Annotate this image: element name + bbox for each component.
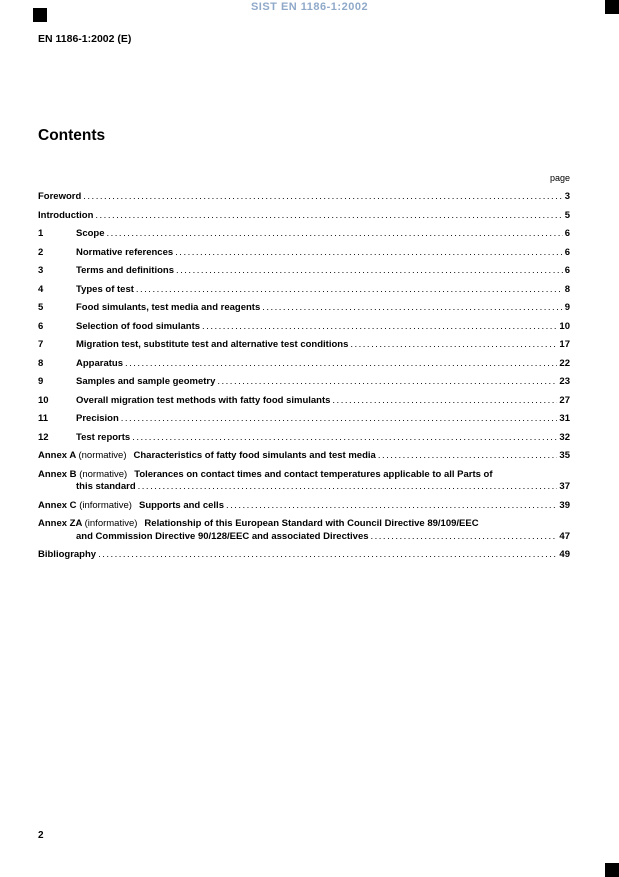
- annex-title: Supports and cells: [138, 499, 224, 511]
- toc-entry-label: Apparatus: [76, 357, 123, 369]
- toc-entry-number: 3: [38, 265, 44, 276]
- toc-leader-dots: [202, 321, 557, 334]
- document-reference: EN 1186-1:2002 (E): [38, 33, 132, 45]
- toc-entry-number: 11: [38, 413, 49, 424]
- toc-entry-number: 4: [38, 283, 44, 295]
- toc-entry: [38, 549, 570, 562]
- toc-leader-dots: [107, 228, 563, 241]
- toc-entry: [38, 395, 570, 408]
- toc-entry: [38, 321, 570, 334]
- toc-page-number: 6: [564, 265, 570, 276]
- toc-entry-label: Migration test, substitute test and alternative test conditions: [76, 339, 349, 350]
- toc-entry: [38, 265, 570, 278]
- annex-prefix: Annex ZA: [38, 518, 85, 529]
- toc-entry-label: this standard: [76, 481, 136, 492]
- toc-entry: [38, 191, 570, 204]
- toc-leader-dots: [95, 210, 562, 223]
- toc-list: [38, 191, 570, 568]
- toc-entry-label: [38, 518, 479, 531]
- annex-qualifier: (normative): [79, 468, 128, 480]
- toc-entry-number: 8: [38, 357, 44, 369]
- toc-entry-label: Types of test: [76, 283, 134, 295]
- toc-entry: [38, 302, 570, 315]
- toc-leader-dots: [262, 302, 562, 315]
- toc-entry-label: Introduction: [38, 209, 94, 221]
- toc-entry-label: Overall migration test methods with fatty food simulants: [76, 394, 331, 406]
- toc-entry-label: [38, 500, 224, 513]
- toc-leader-dots: [217, 376, 557, 389]
- toc-page-number: 5: [564, 209, 570, 221]
- toc-entry: [38, 284, 570, 297]
- toc-entry: [38, 210, 570, 223]
- toc-entry-number: 7: [38, 339, 44, 350]
- annex-prefix: Annex B: [38, 468, 80, 480]
- toc-entry-label: Selection of food simulants: [76, 320, 201, 332]
- page-column-label: page: [549, 173, 570, 183]
- toc-entry: [38, 413, 570, 426]
- toc-entry: [38, 358, 570, 371]
- toc-entry-label: Foreword: [38, 191, 82, 202]
- toc-entry: [38, 518, 570, 543]
- footer-page-number: 2: [38, 830, 44, 841]
- toc-leader-dots: [132, 432, 557, 445]
- registration-mark-bottom-right: [605, 863, 619, 877]
- toc-entry: [38, 469, 570, 494]
- toc-entry: [38, 228, 570, 241]
- toc-page-number: 47: [559, 530, 570, 542]
- toc-leader-dots: [332, 395, 557, 408]
- toc-page-number: 9: [564, 302, 570, 313]
- toc-page-number: 6: [564, 228, 570, 239]
- toc-entry-label: [38, 469, 493, 482]
- toc-entry-label: Normative references: [76, 246, 174, 258]
- toc-entry: [38, 500, 570, 513]
- annex-title: Tolerances on contact times and contact temperatures applicable to all Parts of: [134, 468, 493, 480]
- toc-leader-dots: [378, 450, 558, 463]
- toc-page-number: 23: [559, 376, 570, 387]
- annex-qualifier: (informative): [84, 518, 138, 529]
- toc-page-number: 32: [559, 431, 570, 443]
- toc-page-number: 22: [559, 357, 570, 369]
- toc-entry-number: 10: [38, 394, 49, 406]
- toc-entry-number: 2: [38, 246, 44, 258]
- toc-entry-number: 12: [38, 431, 49, 443]
- toc-entry-label: Test reports: [76, 431, 131, 443]
- toc-page-number: 35: [559, 450, 570, 461]
- toc-page-number: 10: [559, 320, 570, 332]
- toc-leader-dots: [121, 413, 558, 426]
- toc-entry-label: Precision: [76, 413, 119, 424]
- toc-leader-dots: [138, 481, 558, 494]
- toc-leader-dots: [176, 265, 563, 278]
- annex-qualifier: (normative): [78, 450, 127, 461]
- toc-entry: [38, 376, 570, 389]
- toc-entry-label: Samples and sample geometry: [76, 376, 216, 387]
- toc-page-number: 27: [559, 394, 570, 406]
- toc-entry-number: 9: [38, 376, 44, 387]
- toc-page-number: 6: [564, 246, 570, 258]
- toc-page-number: 49: [559, 549, 570, 560]
- toc-entry-label: [38, 450, 376, 463]
- toc-entry: [38, 247, 570, 260]
- toc-entry-label: Food simulants, test media and reagents: [76, 302, 261, 313]
- toc-leader-dots: [125, 358, 557, 371]
- toc-entry-number: 5: [38, 302, 44, 313]
- annex-qualifier: (informative): [79, 499, 132, 511]
- toc-leader-dots: [350, 339, 557, 352]
- toc-entry-label: Bibliography: [38, 549, 97, 560]
- toc-leader-dots: [175, 247, 563, 260]
- contents-heading: Contents: [38, 127, 106, 144]
- toc-entry: [38, 432, 570, 445]
- annex-prefix: Annex C: [38, 499, 80, 511]
- toc-entry: [38, 339, 570, 352]
- toc-entry: [38, 450, 570, 463]
- toc-leader-dots: [98, 549, 557, 562]
- toc-leader-dots: [136, 284, 563, 297]
- toc-page-number: 8: [564, 283, 570, 295]
- annex-title: Characteristics of fatty food simulants and test media: [133, 450, 376, 461]
- annex-prefix: Annex A: [38, 450, 79, 461]
- toc-entry-label: Scope: [76, 228, 105, 239]
- toc-entry-number: 1: [38, 228, 44, 239]
- toc-page-number: 39: [559, 499, 570, 511]
- standard-watermark: SIST EN 1186-1:2002: [250, 1, 369, 13]
- toc-page-number: 37: [559, 481, 570, 492]
- annex-title: Relationship of this European Standard with Council Directive 89/109/EEC: [144, 518, 479, 529]
- toc-page-number: 17: [559, 339, 570, 350]
- toc-leader-dots: [371, 531, 558, 544]
- toc-entry-label: Terms and definitions: [76, 265, 175, 276]
- toc-entry-number: 6: [38, 320, 44, 332]
- toc-page-number: 3: [564, 191, 570, 202]
- toc-leader-dots: [226, 500, 557, 513]
- toc-page-number: 31: [559, 413, 570, 424]
- toc-entry-label: and Commission Directive 90/128/EEC and associated Directives: [76, 530, 369, 542]
- toc-leader-dots: [83, 191, 562, 204]
